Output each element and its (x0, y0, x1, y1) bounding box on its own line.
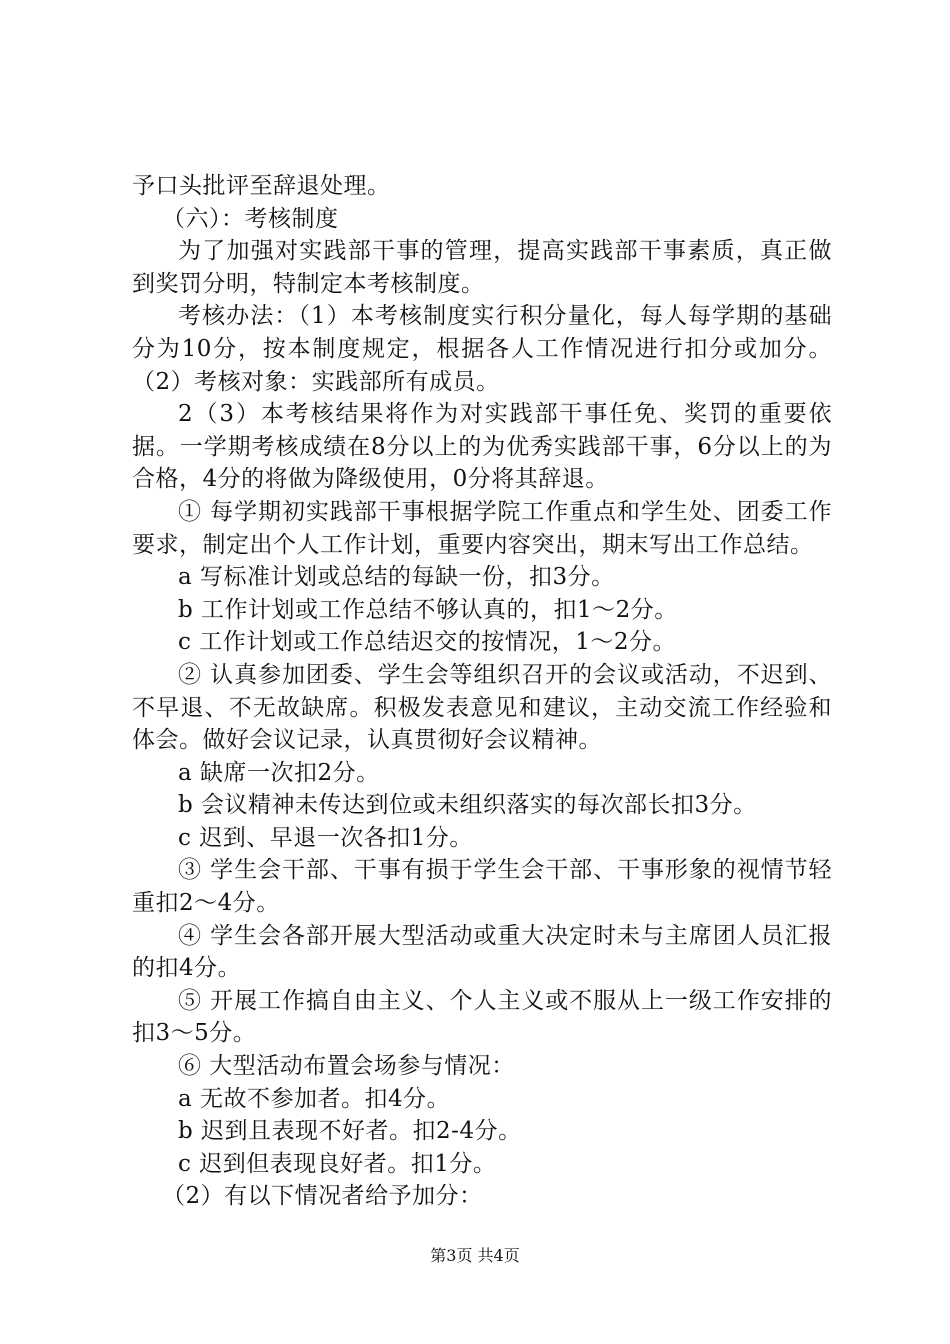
list-item: ④ 学生会各部开展大型活动或重大决定时未与主席团人员汇报的扣4分。 (132, 922, 832, 982)
list-item: b 会议精神未传达到位或未组织落实的每次部长扣3分。 (178, 792, 757, 819)
list-item: ② 认真参加团委、学生会等组织召开的会议或活动，不迟到、不早退、不无故缺席。积极发表意见和建议，主动交流工作经验和体会。做好会议记录，认真贯彻好会议精神。 (132, 661, 832, 754)
list-item: ⑤ 开展工作搞自由主义、个人主义或不服从上一级工作安排的扣3～5分。 (132, 987, 832, 1047)
list-item: b 迟到且表现不好者。扣2-4分。 (178, 1118, 522, 1145)
list-item: a 无故不参加者。扣4分。 (178, 1085, 451, 1112)
list-item: c 迟到但表现良好者。扣1分。 (178, 1150, 497, 1177)
list-item: a 写标准计划或总结的每缺一份，扣3分。 (178, 564, 615, 591)
paragraph: 予口头批评至辞退处理。 (132, 173, 391, 199)
page-footer: 第3页 共4页 (430, 1246, 520, 1265)
section-heading: （六）：考核制度 (162, 205, 339, 232)
paragraph: 2（3）本考核结果将作为对实践部干事任免、奖罚的重要依据。一学期考核成绩在8分以上的为优秀实践部干事，6分以上的为合格，4分的将做为降级使用，0分将其辞退。 (132, 401, 832, 493)
list-item: c 迟到、早退一次各扣1分。 (178, 824, 473, 851)
list-item: ① 每学期初实践部干事根据学院工作重点和学生处、团委工作要求，制定出个人工作计划，重要内容突出，期末写出工作总结。 (132, 498, 832, 558)
paragraph: 为了加强对实践部干事的管理，提高实践部干事素质，真正做到奖罚分明，特制定本考核制度。 (132, 238, 832, 297)
paragraph: 考核办法：（1）本考核制度实行积分量化，每人每学期的基础分为10分，按本制度规定，根据各人工作情况进行扣分或加分。（2）考核对象：实践部所有成员。 (132, 303, 832, 395)
list-item: ③ 学生会干部、干事有损于学生会干部、干事形象的视情节轻重扣2～4分。 (132, 857, 832, 917)
document-body (132, 170, 832, 1213)
list-item: a 缺席一次扣2分。 (178, 759, 380, 786)
paragraph: （2）有以下情况者给予加分： (162, 1183, 483, 1210)
list-item: c 工作计划或工作总结迟交的按情况，1～2分。 (178, 629, 676, 656)
list-item: b 工作计划或工作总结不够认真的，扣1～2分。 (178, 596, 678, 623)
list-item: ⑥ 大型活动布置会场参与情况： (178, 1053, 515, 1080)
